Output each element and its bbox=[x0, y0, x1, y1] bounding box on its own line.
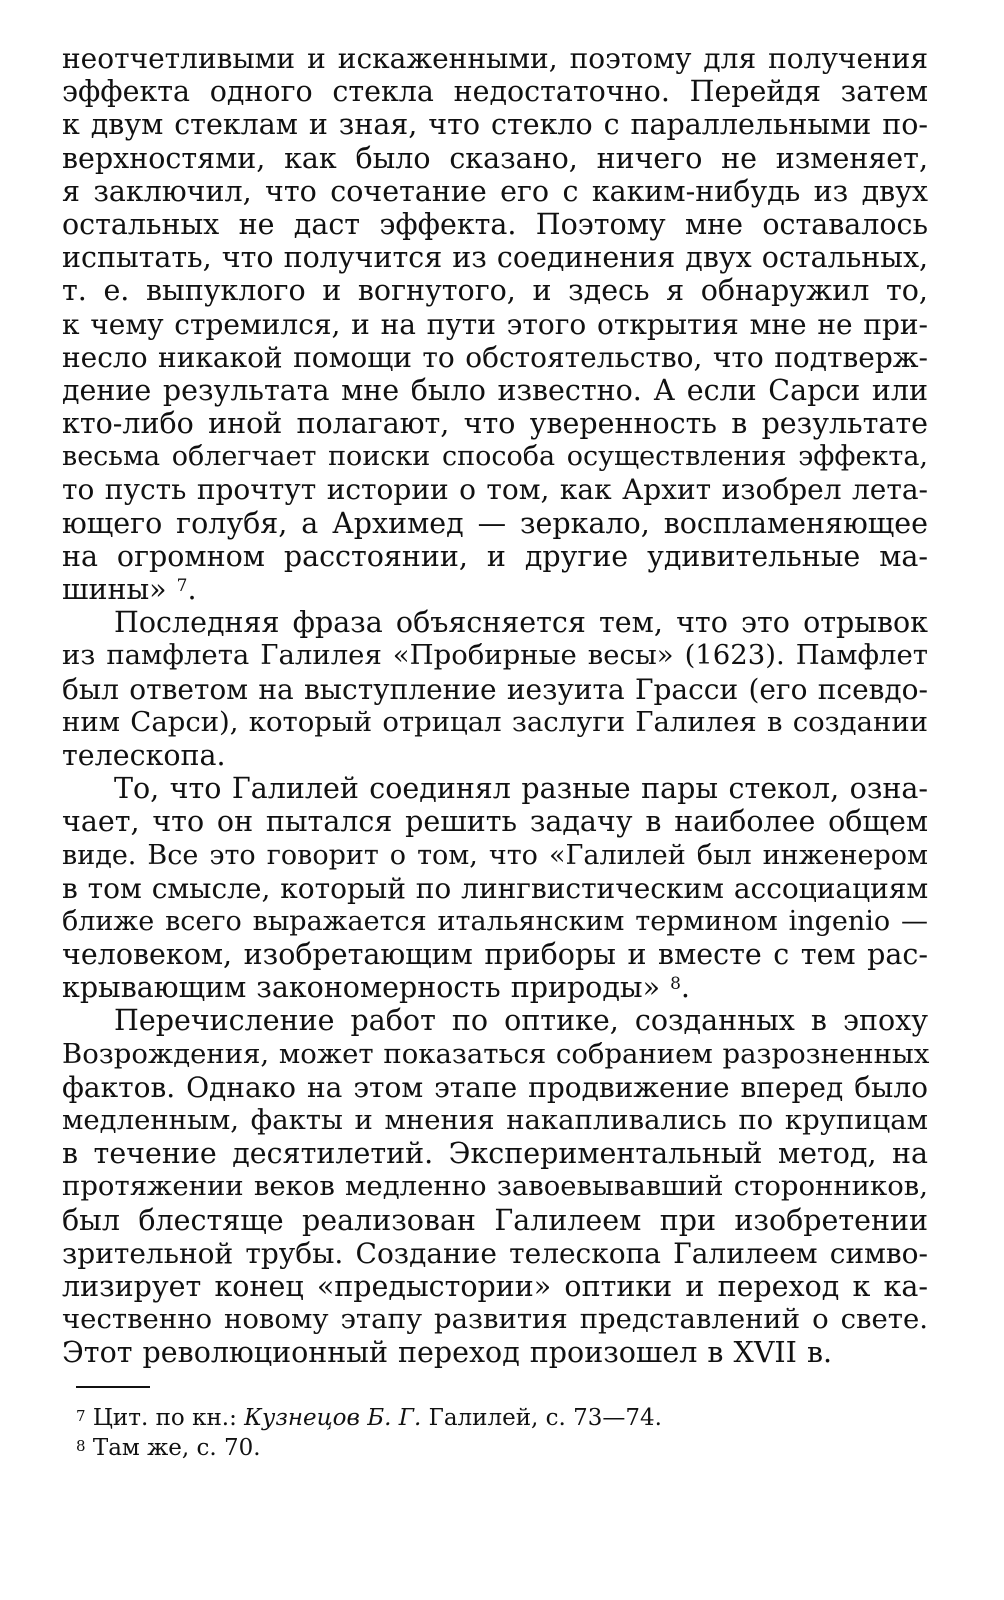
text-line bbox=[62, 142, 928, 175]
text-line bbox=[62, 75, 928, 108]
text-line bbox=[62, 805, 928, 838]
text-line bbox=[62, 739, 928, 772]
line-text: То, что Галилей соединял разные пары стекол, озна- bbox=[114, 772, 928, 806]
text-line bbox=[62, 42, 928, 75]
line-text: остальных не даст эффекта. Поэтому мне оставалось bbox=[62, 207, 928, 241]
line-text: медленным, факты и мнения накапливались по крупицам bbox=[62, 1104, 928, 1136]
line-text: был блестяще реализован Галилеем при изобретении bbox=[62, 1203, 928, 1237]
line-text: я заключил, что сочетание его с каким-нибудь из двух bbox=[62, 174, 928, 208]
line-text: верхностями, как было сказано, ничего не изменяет, bbox=[62, 141, 928, 175]
paragraph bbox=[62, 606, 928, 772]
text-line bbox=[62, 872, 928, 905]
text-line bbox=[62, 938, 928, 971]
text-line bbox=[62, 507, 928, 540]
footnote-prefix: Цит. по кн.: bbox=[92, 1405, 237, 1431]
line-text: к чему стремился, и на пути этого открытия мне не при- bbox=[62, 307, 928, 341]
line-text: Этот революционный переход произошел в XVII в. bbox=[62, 1336, 833, 1370]
line-text: зрительной трубы. Создание телескопа Галилеем симво- bbox=[62, 1236, 928, 1270]
line-text: крывающим закономерность природы» bbox=[62, 971, 661, 1005]
line-text: к двум стеклам и зная, что стекло с параллельными по- bbox=[62, 108, 928, 142]
text-line: шины» $^7$. bbox=[62, 573, 197, 606]
text-line bbox=[62, 639, 928, 672]
line-text: Возрождения, может показаться собранием разрозненных bbox=[62, 1037, 930, 1070]
line-text: несло никакой помощи то обстоятельство, что подтверж- bbox=[62, 340, 928, 374]
footnote bbox=[76, 1403, 876, 1433]
footnote-source: Галилей, с. 73—74. bbox=[428, 1405, 662, 1431]
line-text: в течение десятилетий. Экспериментальный метод, на bbox=[62, 1137, 928, 1171]
line-text: ближе всего выражается итальянским термином ingenio — bbox=[62, 905, 928, 937]
text-line bbox=[62, 175, 928, 208]
line-text: чает, что он пытался решить задачу в наиболее общем bbox=[62, 805, 928, 839]
text-line bbox=[62, 772, 928, 805]
line-text: весьма облегчает поиски способа осуществления эффекта, bbox=[62, 441, 928, 473]
text-line bbox=[62, 1038, 928, 1071]
footnote-number: 7 bbox=[76, 1407, 86, 1425]
text-line bbox=[62, 606, 928, 639]
line-text: из памфлета Галилея «Пробирные весы» (1623). Памфлет bbox=[62, 639, 928, 672]
line-text: чественно новому этапу развития представлений о свете. bbox=[62, 1303, 928, 1336]
text-line bbox=[62, 208, 928, 241]
text-line bbox=[62, 308, 928, 341]
line-text: виде. Все это говорит о том, что «Галилей был инженером bbox=[62, 839, 928, 871]
paragraph bbox=[62, 42, 928, 606]
text-line bbox=[62, 1237, 928, 1270]
text-line bbox=[62, 1204, 928, 1237]
line-text: телескопа. bbox=[62, 738, 226, 772]
text-line bbox=[62, 1336, 928, 1369]
footnote-ref[interactable]: 8 bbox=[670, 974, 681, 995]
line-text: Последняя фраза объясняется тем, что это отрывок bbox=[114, 606, 928, 640]
footnote bbox=[76, 1433, 876, 1463]
paragraph bbox=[62, 772, 928, 1004]
text-line bbox=[62, 473, 928, 506]
text-line bbox=[62, 1004, 928, 1037]
text-line bbox=[62, 1137, 928, 1170]
line-text: дение результата мне было известно. А если Сарси или bbox=[62, 373, 928, 407]
line-text: фактов. Однако на этом этапе продвижение вперед было bbox=[62, 1070, 928, 1104]
line-text: шины» bbox=[62, 573, 167, 606]
text-line bbox=[62, 241, 928, 274]
line-text: ющего голубя, а Архимед — зеркало, воспламеняющее bbox=[62, 506, 928, 540]
text-line bbox=[62, 673, 928, 706]
text-line bbox=[62, 905, 928, 938]
paragraph bbox=[62, 1004, 928, 1369]
text-line bbox=[62, 706, 928, 739]
text-line bbox=[62, 839, 928, 872]
line-text: лизирует конец «предыстории» оптики и переход к ка- bbox=[62, 1269, 928, 1303]
line-text: был ответом на выступление иезуита Грасси (его псевдо- bbox=[62, 672, 928, 706]
line-text: кто-либо иной полагают, что уверенность в результате bbox=[62, 407, 928, 441]
line-text: в том смысле, который по лингвистическим ассоциациям bbox=[62, 871, 929, 905]
text-line bbox=[62, 108, 928, 141]
text-line bbox=[62, 374, 928, 407]
line-text: эффекта одного стекла недостаточно. Перейдя затем bbox=[62, 75, 928, 109]
line-text: Перечисление работ по оптике, созданных в эпоху bbox=[114, 1004, 928, 1038]
footnotes bbox=[76, 1403, 876, 1463]
page-body bbox=[62, 42, 928, 1370]
text-line bbox=[62, 274, 928, 307]
line-text: на огромном расстоянии, и другие удивительные ма- bbox=[62, 539, 928, 573]
footnote-prefix: Там же, с. 70. bbox=[92, 1435, 261, 1461]
line-text: неотчетливыми и искаженными, поэтому для получения bbox=[62, 42, 928, 75]
text-line bbox=[62, 341, 928, 374]
footnote-rule bbox=[76, 1386, 150, 1388]
text-line: крывающим закономерность природы» $^8$. bbox=[62, 971, 690, 1005]
footnote-author: Кузнецов Б. Г. bbox=[244, 1405, 422, 1431]
line-text: протяжении веков медленно завоевывавший сторонников, bbox=[62, 1170, 928, 1203]
text-line bbox=[62, 1104, 928, 1137]
line-text: т. е. выпуклого и вогнутого, и здесь я обнаружил то, bbox=[62, 274, 928, 308]
text-line bbox=[62, 407, 928, 440]
text-line bbox=[62, 1303, 928, 1336]
line-text: испытать, что получится из соединения двух остальных, bbox=[62, 241, 929, 275]
line-text: человеком, изобретающим приборы и вместе с тем рас- bbox=[62, 938, 928, 972]
footnote-ref[interactable]: 7 bbox=[176, 576, 188, 596]
text-line bbox=[62, 440, 928, 473]
footnote-number: 8 bbox=[76, 1437, 86, 1455]
text-line bbox=[62, 540, 928, 573]
line-text: то пусть прочтут истории о том, как Архит изобрел лета- bbox=[62, 473, 928, 507]
line-text: ним Сарси), который отрицал заслуги Галилея в создании bbox=[62, 705, 928, 738]
text-line bbox=[62, 1270, 928, 1303]
text-line bbox=[62, 1170, 928, 1203]
text-line bbox=[62, 1071, 928, 1104]
